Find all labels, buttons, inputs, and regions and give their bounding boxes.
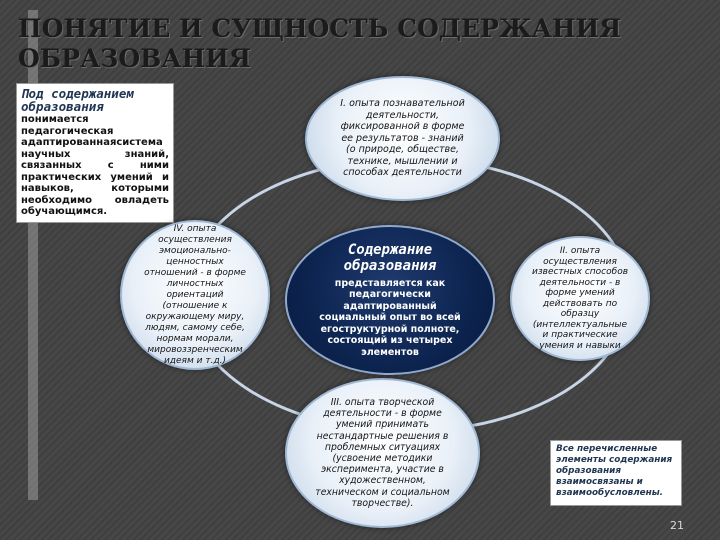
page-number: 21 — [670, 519, 684, 532]
note-box — [550, 440, 682, 506]
center-title: Содержание образования — [343, 241, 437, 274]
center-text: представляется как педагогически адаптированный социальный опыт во всей егоструктурной полноте, состоящий из четырех элементов — [319, 277, 461, 358]
definition-text: понимается педагогическая адаптированнаясистема научных знаний, связанных с ними практических умений и навыков, которыми необходимо овладеть обучающимся. — [21, 114, 169, 217]
element-practical-circle — [510, 236, 650, 361]
element-creative-circle — [285, 378, 480, 528]
element-emotional-text: IV. опыта осуществления эмоционально-ценностных отношений - в форме личностных ориентаций (отношение к окружающему миру, людям, самому себе, нормам морали, мировоззренческим идеям и т.д.) — [144, 223, 246, 366]
element-practical-text: II. опыта осуществления известных способов деятельности - в форме умений действовать по образцу (интеллектуальные и практические умения и навыки — [532, 246, 628, 351]
definition-heading: Под содержанием образования — [21, 86, 134, 114]
slide-title: ПОНЯТИЕ И СУЩНОСТЬ СОДЕРЖАНИЯ ОБРАЗОВАНИЯ — [18, 14, 622, 73]
element-creative-text: III. опыта творческой деятельности - в форме умений принимать нестандартные решения в проблемных ситуациях (усвоение методики эксперимента, участие в художественном, техническом и социальном творчестве). — [315, 396, 450, 509]
element-cognitive-circle — [305, 76, 500, 201]
center-circle — [285, 225, 495, 375]
element-emotional-circle — [120, 220, 270, 370]
note-text: Все перечисленные элементы содержания образования взаимосвязаны и взаимообусловлены. — [556, 444, 673, 498]
element-cognitive-text: I. опыта познавательной деятельности, фиксированной в форме ее результатов - знаний (о природе, обществе, технике, мышлении и способах деятельности — [340, 98, 465, 179]
definition-box — [16, 83, 174, 223]
